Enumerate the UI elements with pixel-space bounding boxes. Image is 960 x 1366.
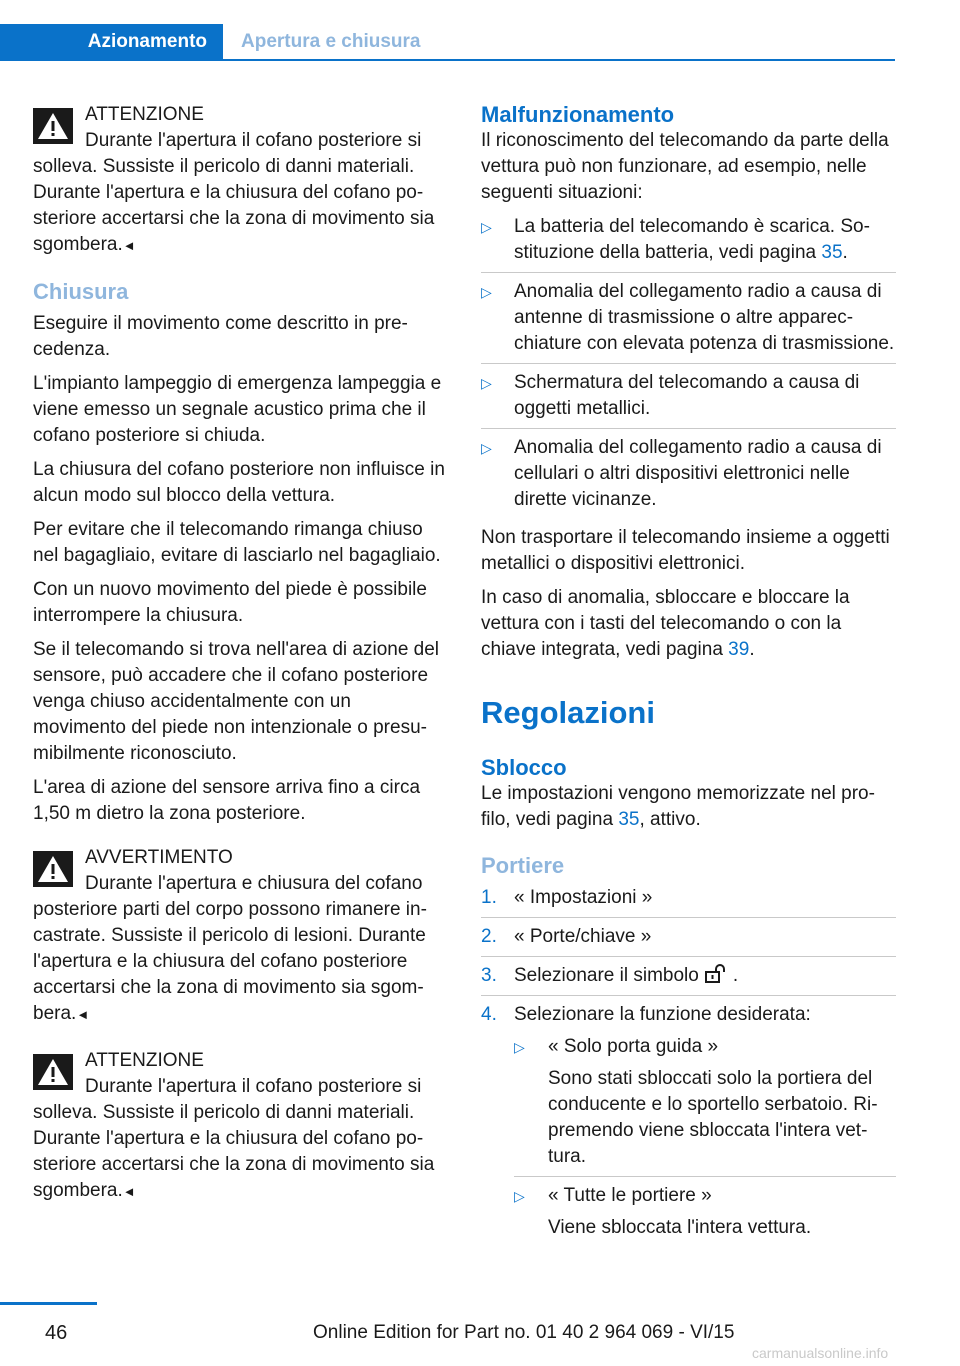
paragraph: La chiusura del cofano posteriore non influisce in alcun modo sul blocco della vettura.	[33, 459, 445, 506]
warning-box	[33, 845, 448, 1028]
paragraph: Eseguire il movimento come descritto in precedenza.	[33, 313, 408, 360]
warning-title: ATTENZIONE	[85, 104, 204, 125]
edition-text: Online Edition for Part no. 01 40 2 964 069 - VI/15	[313, 1322, 735, 1343]
unlock-icon	[705, 964, 727, 984]
warning-triangle-icon	[33, 108, 73, 144]
paragraph: L'area di azione del sensore arriva fino a circa 1,50 m dietro la zona posteriore.	[33, 777, 421, 824]
tab-azionamento[interactable]: Azionamento	[0, 24, 223, 60]
paragraph: Il riconoscimento del telecomando da parte della vettura può non funzionare, ad esempio, nelle seguenti situazioni:	[481, 130, 889, 203]
paragraph: Se il telecomando si trova nell'area di azione del sensore, può accadere che il cofano posteriore venga chiuso accidentalmente con un movimento del piede non intenzionale o presumibilmente riconosciuto.	[33, 639, 440, 764]
page-number: 46	[45, 1322, 68, 1344]
left-column	[33, 102, 448, 1225]
bullet-marker-icon: ▷	[514, 1188, 525, 1204]
warning-triangle-icon	[33, 1054, 73, 1090]
end-mark: ◄	[122, 238, 136, 253]
tab-apertura-chiusura[interactable]: Apertura e chiusura	[241, 31, 421, 52]
step-number: 1.	[481, 887, 497, 908]
right-column	[481, 102, 896, 1265]
page-link[interactable]: 35	[821, 242, 843, 263]
bullet-marker-icon: ▷	[514, 1039, 525, 1055]
paragraph: Le impostazioni vengono memorizzate nel profilo, vedi pagina 35, attivo.	[481, 783, 875, 830]
step-number: 3.	[481, 965, 497, 986]
list-item: ▷ Anomalia del collegamento radio a causa di antenne di trasmissione o altre apparecchiature con elevata potenza di trasmissione.	[481, 279, 896, 364]
bullet-marker-icon: ▷	[481, 440, 492, 456]
warning-text: Durante l'apertura il cofano posteriore si solleva. Sussiste il pericolo di danni materiali. Durante l'apertura e la chiusura del cofano posteriore accertarsi che la zona di movimento sia sgombera.◄	[33, 1076, 435, 1201]
chapter-title-regolazioni: Regolazioni	[481, 695, 655, 730]
step-list	[481, 885, 896, 1259]
watermark: carmanualsonline.info	[752, 1345, 889, 1361]
list-item: ▷ Anomalia del collegamento radio a causa di cellulari o altri dispositivi elettronici nelle dirette vicinanze.	[481, 437, 882, 510]
bullet-marker-icon: ▷	[481, 284, 492, 300]
sub-bullet-list	[514, 1034, 896, 1247]
section-title-portiere: Portiere	[481, 853, 565, 878]
warning-triangle-icon	[33, 851, 73, 887]
list-item: ▷ « Solo porta guida » Sono stati sbloccati solo la portiera del conducente e lo sportello serbatoio. Ripremendo viene sbloccata l'intera vettura.	[514, 1034, 896, 1177]
bullet-marker-icon: ▷	[481, 375, 492, 391]
warning-text: Durante l'apertura il cofano posteriore si solleva. Sussiste il pericolo di danni materiali. Durante l'apertura e la chiusura del cofano posteriore accertarsi che la zona di movimento sia sgombera.◄	[33, 130, 435, 255]
paragraph: Per evitare che il telecomando rimanga chiuso nel bagagliaio, evitare di lasciarlo nel bagagliaio.	[33, 519, 441, 566]
bullet-list	[481, 214, 896, 519]
list-item: ▷ Schermatura del telecomando a causa di oggetti metallici.	[481, 370, 896, 429]
step-number: 2.	[481, 926, 497, 947]
warning-box	[33, 102, 448, 259]
section-title-sblocco: Sblocco	[481, 755, 567, 780]
warning-text: Durante l'apertura e chiusura del cofano posteriore parti del corpo possono rimanere incastrate. Sussiste il pericolo di lesioni. Durante l'apertura e la chiusura del cofano posteriore accertarsi che la zona di movimento sia sgombera.◄	[33, 873, 427, 1024]
list-item: 3. Selezionare il simbolo .	[481, 963, 896, 996]
end-mark: ◄	[76, 1007, 90, 1022]
warning-title: ATTENZIONE	[85, 1050, 204, 1071]
warning-title: AVVERTIMENTO	[85, 847, 233, 868]
step-number: 4.	[481, 1004, 497, 1025]
section-title-chiusura: Chiusura	[33, 279, 129, 304]
paragraph: L'impianto lampeggio di emergenza lampeggia e viene emesso un segnale acustico prima che il cofano posteriore si chiuda.	[33, 373, 442, 446]
list-item: ▷ La batteria del telecomando è scarica. Sostituzione della batteria, vedi pagina 35.	[481, 214, 896, 273]
page-link[interactable]: 39	[728, 639, 750, 660]
paragraph: Non trasportare il telecomando insieme a oggetti metallici o dispositivi elettronici.	[481, 527, 890, 574]
list-item: 2. « Porte/chiave »	[481, 924, 896, 957]
header-rule	[0, 59, 895, 61]
page-link[interactable]: 35	[618, 809, 640, 830]
paragraph: In caso di anomalia, sbloccare e bloccare la vettura con i tasti del telecomando o con la chiave integrata, vedi pagina 39.	[481, 587, 850, 660]
footer-rule	[0, 1302, 97, 1305]
end-mark: ◄	[122, 1184, 136, 1199]
paragraph: Con un nuovo movimento del piede è possibile interrompere la chiusura.	[33, 579, 427, 626]
list-item: 4. Selezionare la funzione desiderata: ▷ « Solo porta guida » Sono stati sbloccati solo la portiera del conducente e lo sportello serbatoio. Ripremendo viene sbloccata l'intera vettura. ▷ « Tutte le portiere » Viene sbloccata l'intera vettura.	[481, 1002, 896, 1259]
list-item: ▷ « Tutte le portiere » Viene sbloccata l'intera vettura.	[514, 1185, 812, 1238]
section-title-malfunzionamento: Malfunzionamento	[481, 102, 675, 127]
warning-box	[33, 1048, 448, 1205]
page-header	[0, 0, 895, 62]
bullet-marker-icon: ▷	[481, 219, 492, 235]
list-item: 1. « Impostazioni »	[481, 885, 896, 918]
